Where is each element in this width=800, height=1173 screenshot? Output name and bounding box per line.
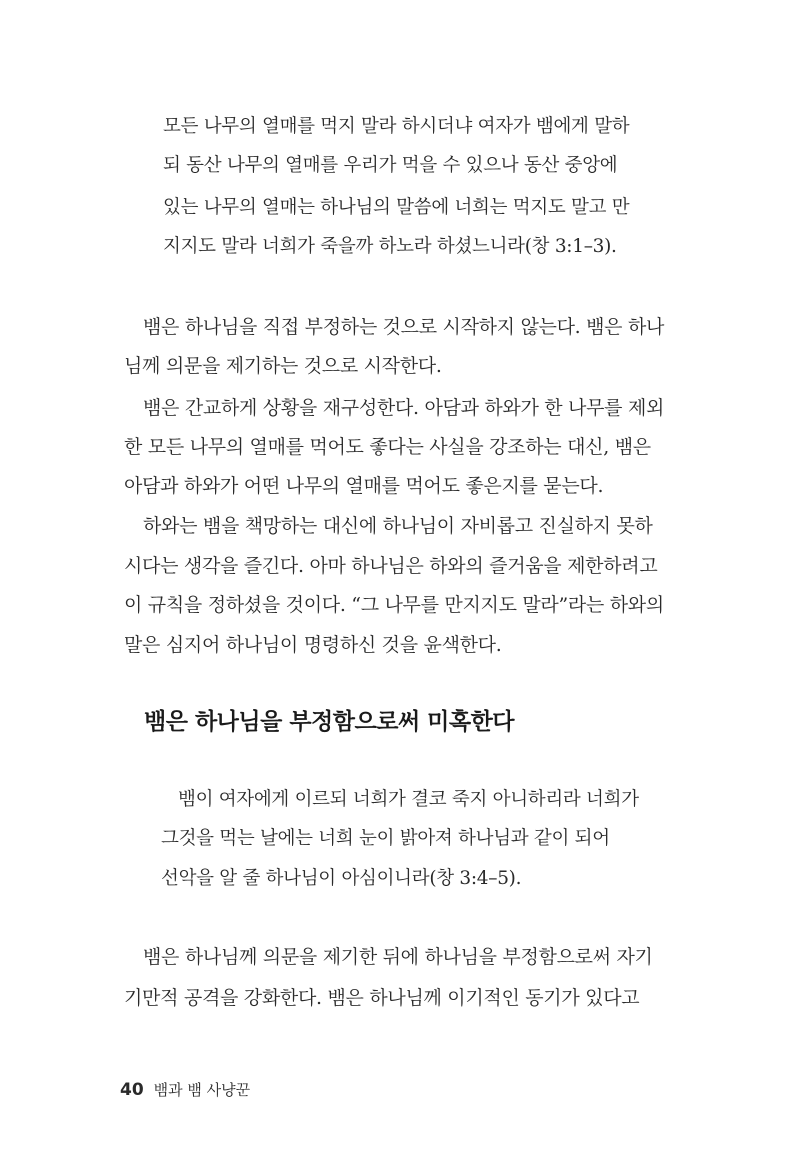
body-line: 기만적 공격을 강화한다. 뱀은 하나님께 이기적인 동기가 있다고 — [124, 987, 640, 1009]
body-line: 아담과 하와가 어떤 나무의 열매를 먹어도 좋은지를 묻는다. — [124, 475, 604, 497]
body-line: 님께 의문을 제기하는 것으로 시작한다. — [124, 355, 442, 377]
quote-line: 선악을 알 줄 하나님이 아심이니라(창 3:4–5). — [161, 868, 522, 889]
body-line: 뱀은 하나님께 의문을 제기한 뒤에 하나님을 부정함으로써 자기 — [143, 946, 653, 968]
quote-line: 있는 나무의 열매는 하나님의 말씀에 너희는 먹지도 말고 만 — [163, 197, 630, 218]
section-heading: 뱀은 하나님을 부정함으로써 미혹한다 — [144, 709, 515, 735]
body-line: 하와는 뱀을 책망하는 대신에 하나님이 자비롭고 진실하지 못하 — [143, 515, 653, 537]
quote-line: 되 동산 나무의 열매를 우리가 먹을 수 있으나 동산 중앙에 — [163, 155, 618, 176]
quote-line: 뱀이 여자에게 이르되 너희가 결코 죽지 아니하리라 너희가 — [178, 789, 639, 810]
quote-line: 그것을 먹는 날에는 너희 눈이 밝아져 하나님과 같이 되어 — [161, 828, 610, 849]
body-line: 이 규칙을 정하셨을 것이다. “그 나무를 만지지도 말라”라는 하와의 — [124, 594, 664, 616]
quote-line: 지지도 말라 너희가 죽을까 하노라 하셨느니라(창 3:1–3). — [163, 236, 617, 257]
body-line: 한 모든 나무의 열매를 먹어도 좋다는 사실을 강조하는 대신, 뱀은 — [124, 436, 651, 458]
body-line: 뱀은 하나님을 직접 부정하는 것으로 시작하지 않는다. 뱀은 하나 — [143, 316, 665, 338]
running-title: 뱀과 뱀 사냥꾼 — [153, 1081, 251, 1099]
body-line: 뱀은 간교하게 상황을 재구성한다. 아담과 하와가 한 나무를 제외 — [143, 397, 665, 419]
body-line: 말은 심지어 하나님이 명령하신 것을 윤색한다. — [124, 634, 502, 656]
page-number: 40 — [120, 1080, 144, 1100]
quote-line: 모든 나무의 열매를 먹지 말라 하시더냐 여자가 뱀에게 말하 — [163, 116, 630, 137]
page-footer — [120, 1079, 250, 1101]
body-line: 시다는 생각을 즐긴다. 아마 하나님은 하와의 즐거움을 제한하려고 — [124, 555, 658, 577]
